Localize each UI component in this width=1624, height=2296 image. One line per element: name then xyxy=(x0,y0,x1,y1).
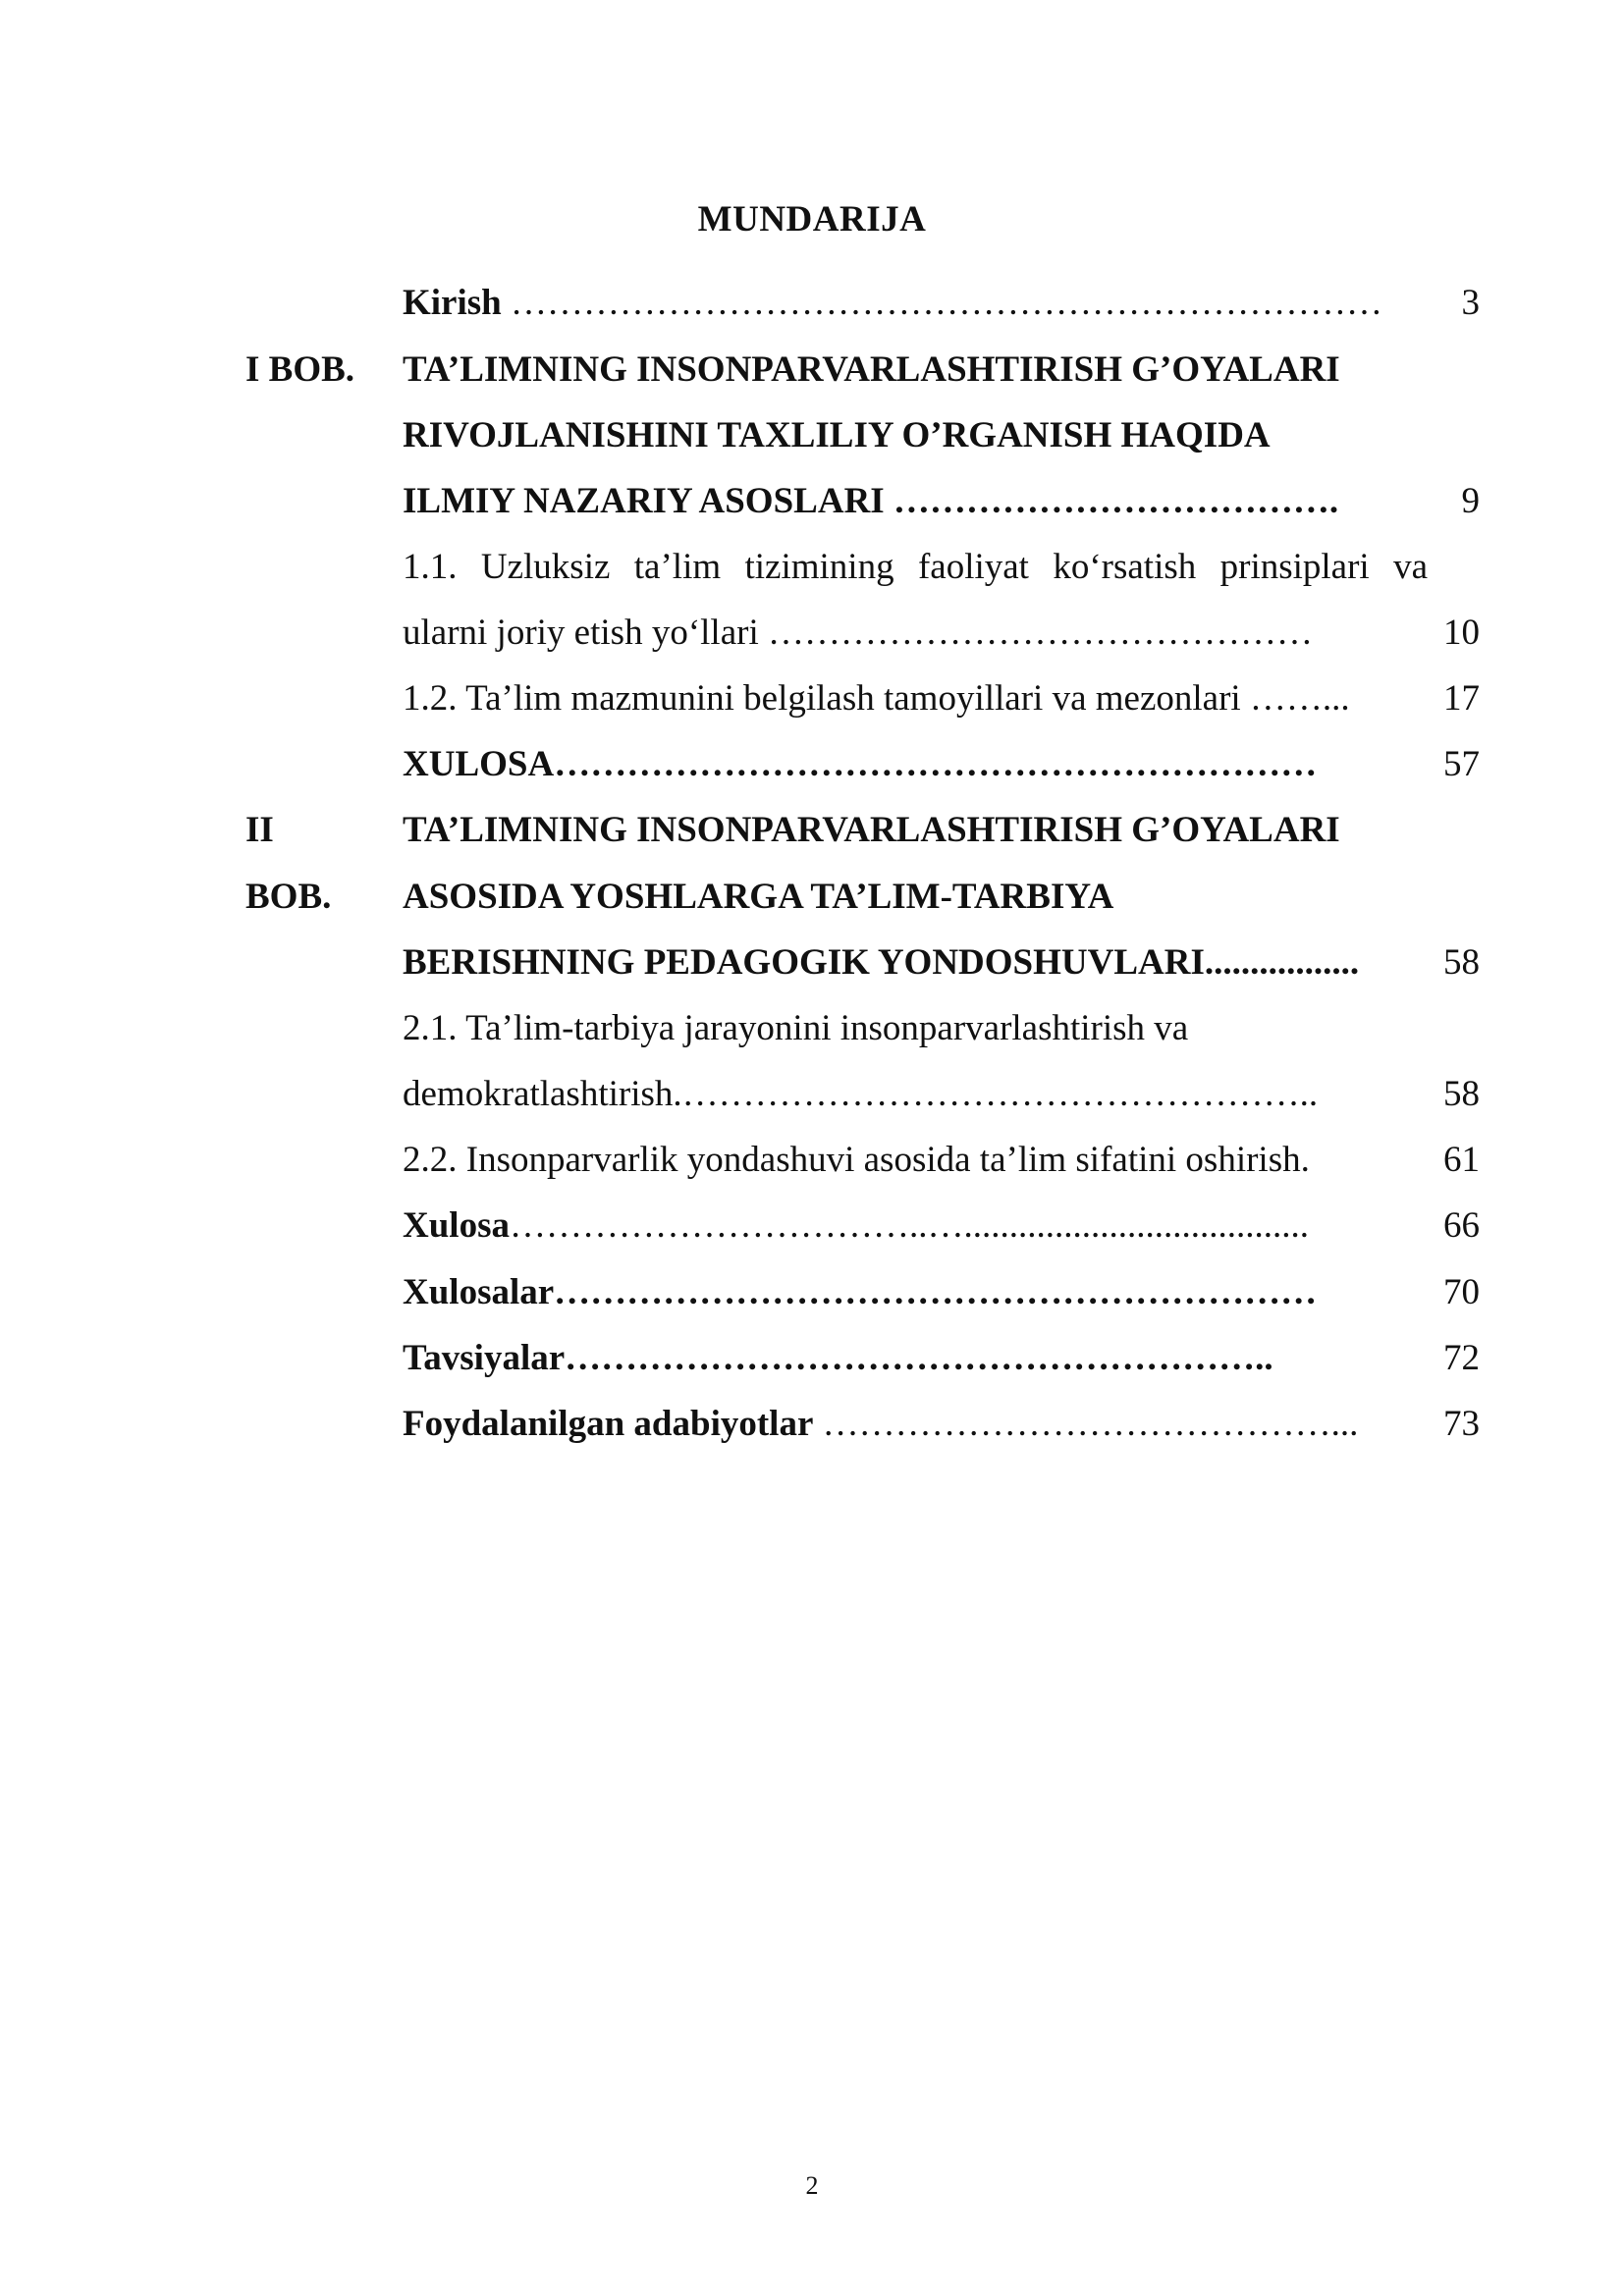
toc-entry-adabiyotlar[interactable] xyxy=(0,1395,1624,1454)
toc-chapter-1-line-2[interactable] xyxy=(0,406,1624,465)
toc-entry-label: Tavsiyalar………………………………………………….. xyxy=(403,1338,1273,1378)
toc-section-2-1-line-1[interactable] xyxy=(0,999,1624,1058)
toc-page-number: 57 xyxy=(1443,744,1480,784)
page-title: MUNDARIJA xyxy=(697,199,927,240)
toc-page-number: 73 xyxy=(1443,1404,1480,1444)
toc-section-1-2[interactable] xyxy=(0,669,1624,728)
toc-section-2-2[interactable] xyxy=(0,1131,1624,1190)
toc-section-2-1-line-2[interactable] xyxy=(0,1065,1624,1124)
toc-entry-xulosa-2[interactable] xyxy=(0,1197,1624,1255)
chapter-title-line: TA’LIMNING INSONPARVARLASHTIRISH G’OYALARI xyxy=(403,349,1340,390)
toc-entry-kirish[interactable] xyxy=(0,274,1624,333)
toc-entry-label: Kirish ……………………………………………………………… xyxy=(403,283,1382,323)
toc-section-1-1-line-1[interactable] xyxy=(0,538,1624,597)
toc-chapter-2-line-2[interactable] xyxy=(0,868,1624,927)
toc-chapter-2-line-1[interactable] xyxy=(0,801,1624,860)
toc-entry-label: XULOSA……………………………………………………… xyxy=(403,744,1318,784)
toc-page-number: 17 xyxy=(1443,678,1480,719)
section-title-line: demokratlashtirish.…………………………………………….. xyxy=(403,1074,1319,1114)
chapter-label: BOB. xyxy=(245,877,332,917)
chapter-title-line: BERISHNING PEDAGOGIK YONDOSHUVLARI................. xyxy=(403,942,1360,983)
section-title-line: 2.2. Insonparvarlik yondashuvi asosida ta’lim sifatini oshirish. xyxy=(403,1140,1310,1180)
chapter-title-line: RIVOJLANISHINI TAXLILIY O’RGANISH HAQIDA xyxy=(403,415,1271,455)
toc-entry-label: Foydalanilgan adabiyotlar ……………………………………... xyxy=(403,1404,1359,1444)
section-title-line: 2.1. Ta’lim-tarbiya jarayonini insonparvarlashtirish va xyxy=(403,1008,1189,1048)
toc-page-number: 70 xyxy=(1443,1272,1480,1312)
section-title-line: 1.2. Ta’lim mazmunini belgilash tamoyillari va mezonlari ……... xyxy=(403,678,1350,719)
toc-page-number: 3 xyxy=(1461,283,1480,323)
toc-page-number: 10 xyxy=(1443,613,1480,653)
toc-entry-label: Xulosa……………………………..…...................................... xyxy=(403,1205,1309,1246)
toc-page-number: 72 xyxy=(1443,1338,1480,1378)
toc-chapter-2-line-3[interactable] xyxy=(0,934,1624,992)
toc-page-number: 66 xyxy=(1443,1205,1480,1246)
toc-page-number: 61 xyxy=(1443,1140,1480,1180)
chapter-label: I BOB. xyxy=(245,349,355,390)
toc-chapter-1-line-3[interactable] xyxy=(0,472,1624,531)
toc-page-number: 58 xyxy=(1443,942,1480,983)
section-title-line: ularni joriy etish yo‘llari ……………………………………… xyxy=(403,613,1313,653)
toc-section-1-1-line-2[interactable] xyxy=(0,604,1624,663)
chapter-title-line: ILMIY NAZARIY ASOSLARI ………………………………. xyxy=(403,481,1339,521)
toc-page-number: 58 xyxy=(1443,1074,1480,1114)
toc-chapter-1-line-1[interactable] xyxy=(0,341,1624,400)
chapter-label: II xyxy=(245,810,274,850)
toc-entry-xulosalar[interactable] xyxy=(0,1263,1624,1322)
toc-entry-xulosa-1[interactable] xyxy=(0,735,1624,794)
toc-entry-tavsiyalar[interactable] xyxy=(0,1329,1624,1388)
chapter-title-line: ASOSIDA YOSHLARGA TA’LIM-TARBIYA xyxy=(403,877,1114,917)
toc-entry-label: Xulosalar……………………………………………………… xyxy=(403,1272,1318,1312)
section-title-line: 1.1. Uzluksiz ta’lim tizimining faoliyat ko‘rsatish prinsiplari va xyxy=(403,547,1428,587)
page-number-footer: 2 xyxy=(805,2171,819,2200)
toc-page-number: 9 xyxy=(1461,481,1480,521)
chapter-title-line: TA’LIMNING INSONPARVARLASHTIRISH G’OYALARI xyxy=(403,810,1340,850)
